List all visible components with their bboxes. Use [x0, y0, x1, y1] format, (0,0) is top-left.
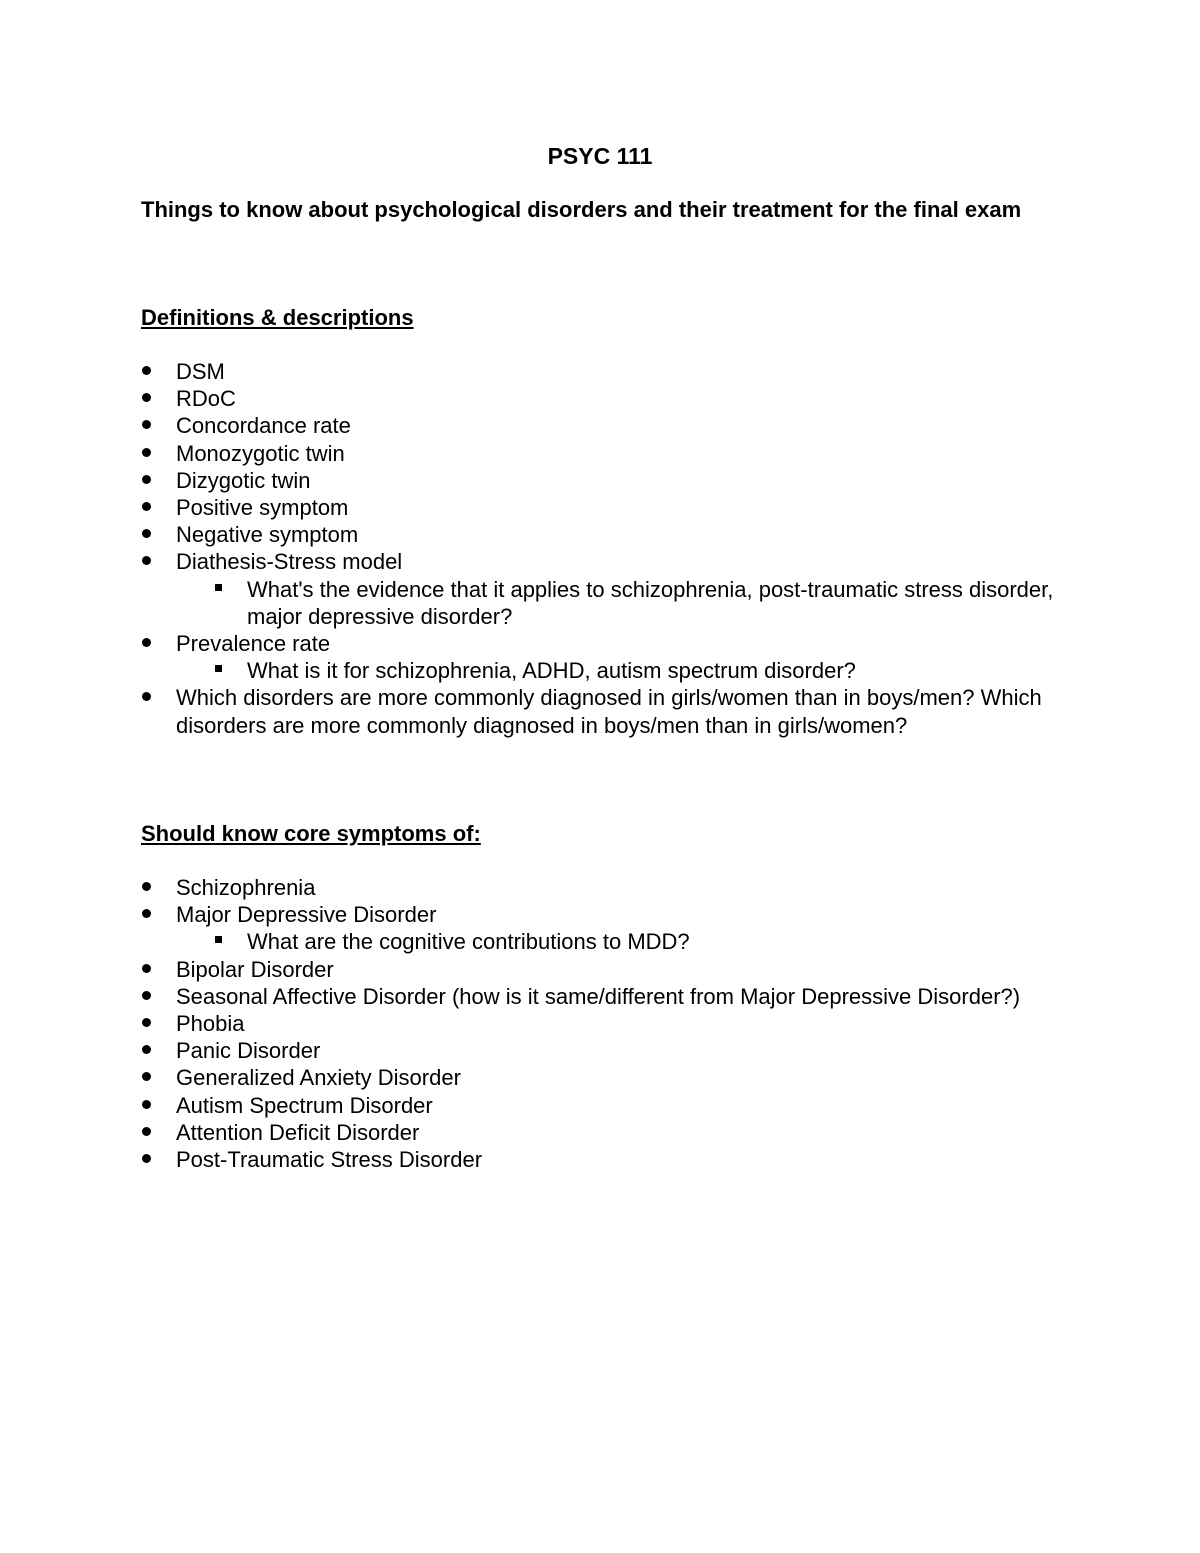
list-item: [141, 956, 1061, 983]
list-item-label: Post-Traumatic Stress Disorder: [176, 1147, 483, 1173]
list-item-label: Schizophrenia: [176, 875, 316, 900]
sub-list: [176, 657, 1061, 684]
list-item-label: Positive symptom: [176, 495, 349, 521]
list-item-label: Dizygotic twin: [176, 467, 311, 493]
list-item-label: Concordance rate: [176, 413, 351, 439]
symptoms-section-title: Should know core symptoms of:: [141, 821, 481, 846]
list-item-label: Phobia: [176, 1011, 245, 1037]
list-item-label: RDoC: [176, 386, 236, 412]
list-item: [141, 1092, 1061, 1119]
list-item-label: Diathesis-Stress model: [176, 549, 403, 575]
list-item: [141, 521, 1061, 548]
list-item-label: Panic Disorder: [176, 1038, 321, 1064]
list-item: [141, 412, 1061, 439]
list-item: [141, 1146, 1061, 1173]
list-item-label: Major Depressive Disorder: [176, 902, 437, 928]
list-item: [141, 494, 1061, 521]
list-item-label: Seasonal Affective Disorder (how is it same/different from Major Depressive Disorder?): [176, 983, 1021, 1009]
list-item-label: Bipolar Disorder: [176, 956, 334, 982]
list-item: [141, 1010, 1061, 1037]
list-item-label: Generalized Anxiety Disorder: [176, 1065, 461, 1091]
list-item: [141, 630, 1061, 684]
sub-list: [176, 576, 1061, 630]
list-item: [141, 983, 1061, 1010]
list-item: [141, 874, 1061, 901]
list-item-label: Prevalence rate: [176, 631, 331, 657]
list-item-label: Attention Deficit Disorder: [176, 1119, 420, 1145]
list-item: [141, 684, 1061, 738]
list-item-label: DSM: [176, 359, 225, 384]
sub-list-item: What's the evidence that it applies to schizophrenia, post-traumatic stress disorder, major depressive disorder?: [176, 576, 1061, 630]
list-item: [141, 358, 1061, 385]
list-item: [141, 1037, 1061, 1064]
list-item: [141, 1119, 1061, 1146]
list-item: [141, 440, 1061, 467]
list-item-label: Autism Spectrum Disorder: [176, 1092, 433, 1118]
list-item: [141, 548, 1061, 630]
list-item: [141, 1064, 1061, 1091]
sub-list-item: What is it for schizophrenia, ADHD, autism spectrum disorder?: [176, 657, 1061, 684]
list-item-label: Monozygotic twin: [176, 440, 345, 466]
list-item-label: Which disorders are more commonly diagnosed in girls/women than in boys/men? Which disorders are more commonly diagnosed in boys/men than in girls/women?: [176, 685, 1042, 738]
course-code: PSYC 111: [547, 143, 653, 169]
sub-list-item: What are the cognitive contributions to MDD?: [176, 928, 1061, 955]
list-item-label: Negative symptom: [176, 522, 359, 548]
sub-list: [176, 928, 1061, 955]
definitions-section-title: Definitions & descriptions: [141, 305, 414, 330]
list-item: [141, 385, 1061, 412]
list-item: [141, 901, 1061, 955]
definitions-list: [141, 358, 1061, 739]
symptoms-list: [141, 874, 1061, 1173]
document-heading: Things to know about psychological disorders and their treatment for the final exam: [141, 197, 1022, 222]
list-item: [141, 467, 1061, 494]
